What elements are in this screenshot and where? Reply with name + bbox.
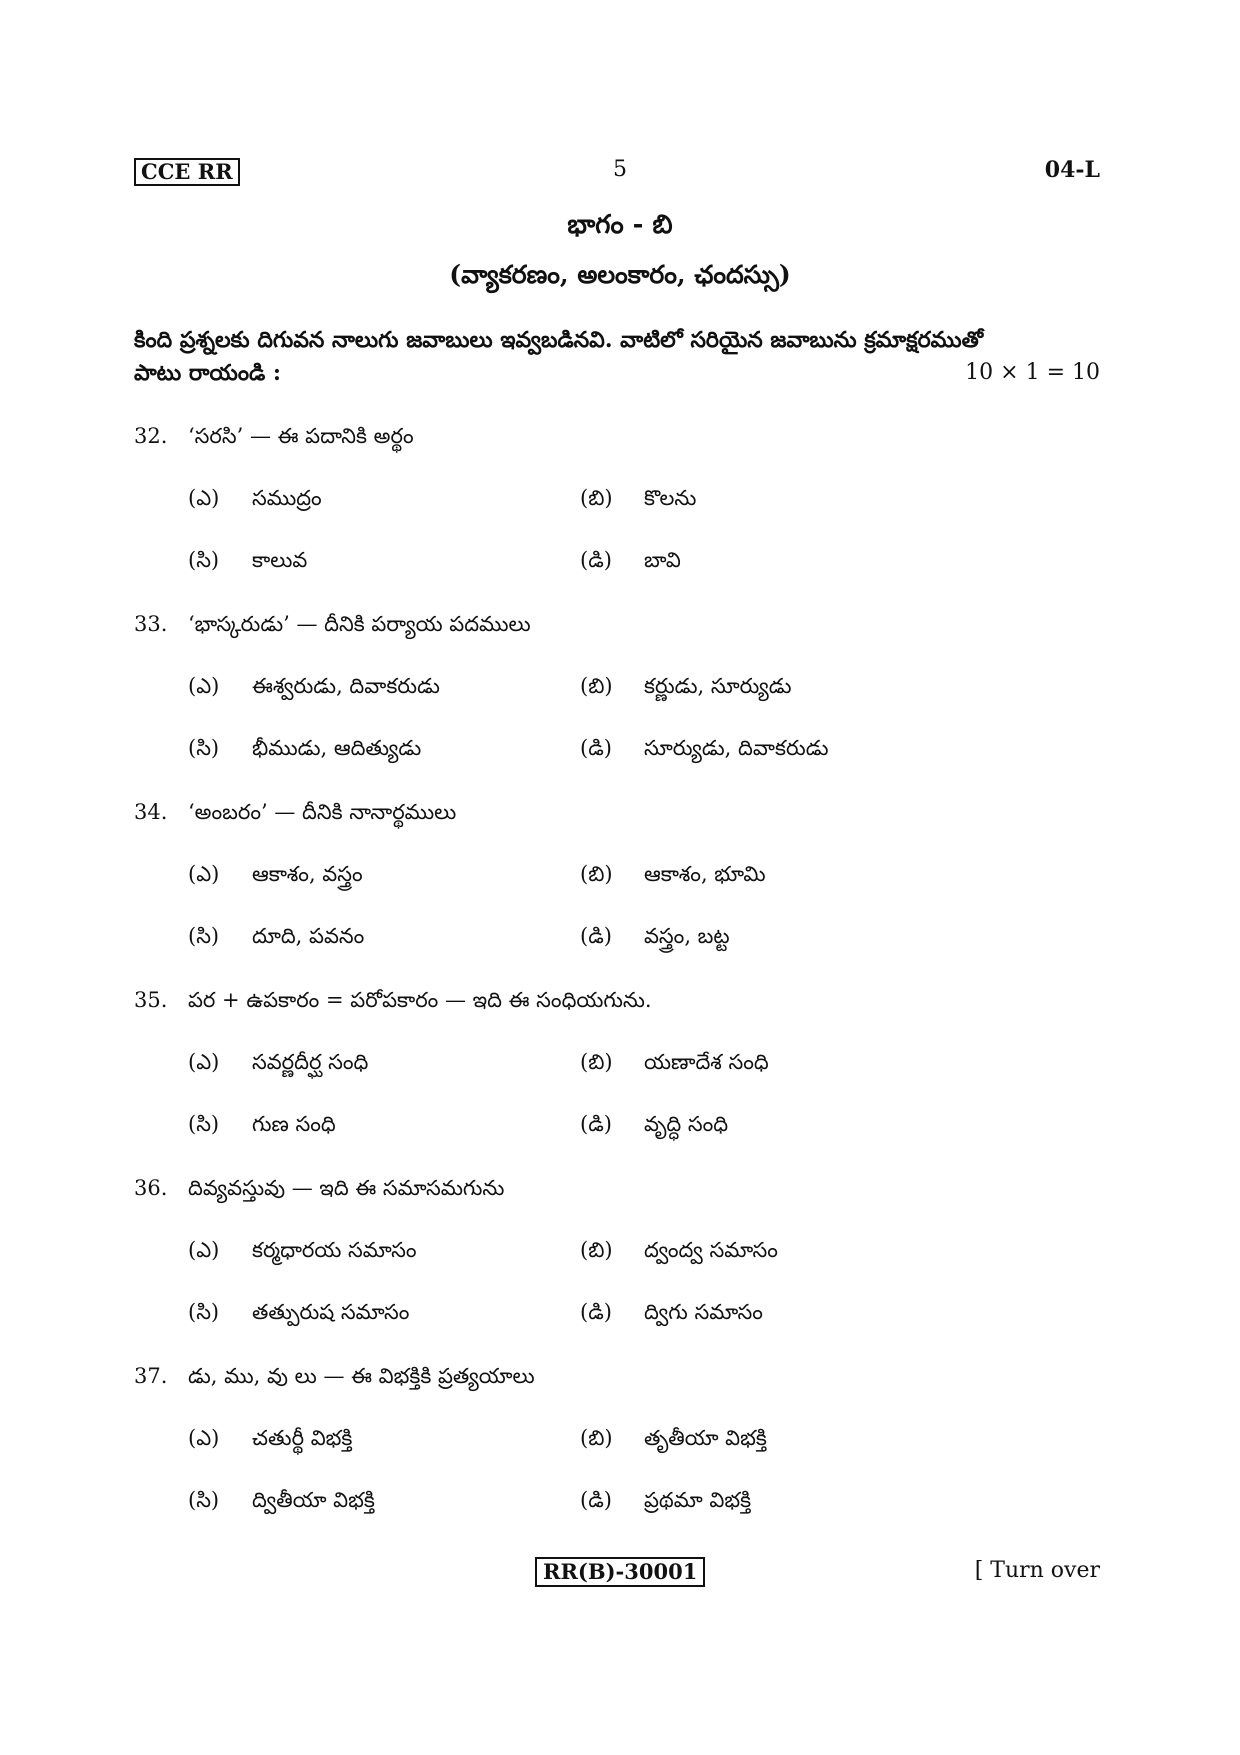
footer-code: RR(B)-30001 [535, 1557, 705, 1587]
option-text: యణాదేశ సంధి [644, 1050, 769, 1074]
option-32-c [188, 548, 307, 578]
option-label: (డి) [580, 924, 612, 948]
option-text: సముద్రం [252, 486, 322, 510]
option-text: ప్రథమా విభక్తి [644, 1488, 752, 1512]
option-37-b [580, 1426, 767, 1456]
option-text: భీముడు, ఆదిత్యుడు [252, 736, 422, 760]
option-32-d [580, 548, 681, 578]
option-text: కొలను [644, 486, 697, 510]
question-33 [134, 612, 531, 642]
section-subtitle: (వ్యాకరణం, అలంకారం, ఛందస్సు) [449, 260, 791, 289]
option-text: తృతీయా విభక్తి [644, 1426, 767, 1450]
option-33-a [188, 674, 440, 704]
header-right-code: 04-L [1044, 157, 1100, 183]
question-text: ‘భాస్కరుడు’ — దీనికి పర్యాయ పదములు [188, 612, 531, 636]
option-label: (డి) [580, 1112, 612, 1136]
option-35-c [188, 1112, 336, 1142]
option-34-b [580, 862, 766, 892]
marks-allocation: 10 × 1 = 10 [965, 360, 1100, 385]
option-label: (బి) [580, 1426, 613, 1450]
turn-over-note: [ Turn over [974, 1558, 1100, 1583]
option-35-b [580, 1050, 769, 1080]
question-number: 34. [134, 800, 168, 824]
option-text: వృద్ధి సంధి [644, 1112, 729, 1136]
option-33-c [188, 736, 421, 766]
question-number: 32. [134, 424, 168, 448]
option-text: చతుర్థీ విభక్తి [252, 1426, 353, 1450]
question-number: 37. [134, 1364, 168, 1388]
option-text: ద్వితీయా విభక్తి [252, 1488, 375, 1512]
option-text: ఆకాశం, వస్త్రం [252, 862, 363, 886]
header-left-code: CCE RR [134, 158, 240, 186]
question-text: ‘అంబరం’ — దీనికి నానార్థములు [188, 800, 457, 824]
section-title: భాగం - బి [567, 210, 673, 240]
option-label: (సి) [188, 548, 220, 572]
option-label: (ఎ) [188, 486, 220, 510]
option-37-d [580, 1488, 751, 1518]
option-text: గుణ సంధి [252, 1112, 336, 1136]
question-35 [134, 988, 652, 1018]
option-text: సూర్యుడు, దివాకరుడు [644, 736, 829, 760]
question-number: 35. [134, 988, 168, 1012]
option-label: (డి) [580, 1300, 612, 1324]
option-label: (డి) [580, 548, 612, 572]
option-label: (ఎ) [188, 1238, 220, 1262]
option-text: ద్వంద్వ సమాసం [644, 1238, 778, 1262]
option-32-b [580, 486, 696, 516]
option-text: కర్మధారయ సమాసం [252, 1238, 417, 1262]
option-text: ఆకాశం, భూమి [644, 862, 766, 886]
instructions-line1: కింది ప్రశ్నలకు దిగువన నాలుగు జవాబులు ఇవ్వబడినవి. వాటిలో సరియైన జవాబును క్రమాక్షరముతో [134, 327, 984, 353]
option-label: (సి) [188, 924, 220, 948]
option-33-b [580, 674, 792, 704]
question-32 [134, 424, 414, 454]
option-text: ఈశ్వరుడు, దివాకరుడు [252, 674, 440, 698]
option-36-c [188, 1300, 409, 1330]
option-label: (బి) [580, 1238, 613, 1262]
option-text: బావి [644, 548, 681, 572]
option-label: (బి) [580, 486, 613, 510]
option-label: (బి) [580, 674, 613, 698]
question-text: ‘సరసి’ — ఈ పదానికి అర్థం [188, 424, 414, 448]
question-36 [134, 1176, 504, 1206]
option-37-a [188, 1426, 352, 1456]
option-label: (బి) [580, 1050, 613, 1074]
option-label: (ఎ) [188, 1426, 220, 1450]
question-number: 33. [134, 612, 168, 636]
option-label: (సి) [188, 1112, 220, 1136]
option-37-c [188, 1488, 375, 1518]
option-text: ద్విగు సమాసం [644, 1300, 763, 1324]
option-text: కాలువ [252, 548, 308, 572]
option-text: దూది, పవనం [252, 924, 365, 948]
option-32-a [188, 486, 322, 516]
option-label: (ఎ) [188, 1050, 220, 1074]
question-text: పర + ఉపకారం = పరోపకారం — ఇది ఈ సంధియగును. [188, 988, 652, 1012]
option-34-c [188, 924, 364, 954]
question-number: 36. [134, 1176, 168, 1200]
option-36-b [580, 1238, 778, 1268]
option-text: వస్త్రం, బట్ట [644, 924, 730, 948]
question-34 [134, 800, 456, 830]
option-35-d [580, 1112, 728, 1142]
option-label: (డి) [580, 1488, 612, 1512]
option-label: (ఎ) [188, 674, 220, 698]
option-text: తత్పురుష సమాసం [252, 1300, 410, 1324]
question-text: డు, ము, వు లు — ఈ విభక్తికి ప్రత్యయాలు [188, 1364, 535, 1388]
option-36-a [188, 1238, 417, 1268]
option-33-d [580, 736, 829, 766]
option-34-a [188, 862, 363, 892]
option-36-d [580, 1300, 763, 1330]
option-label: (సి) [188, 736, 220, 760]
page-number: 5 [613, 157, 627, 182]
option-text: కర్ణుడు, సూర్యుడు [644, 674, 792, 698]
option-label: (బి) [580, 862, 613, 886]
option-35-a [188, 1050, 368, 1080]
question-text: దివ్యవస్తువు — ఇది ఈ సమాసమగును [188, 1176, 505, 1200]
option-text: సవర్ణదీర్ఘ సంధి [252, 1050, 369, 1074]
option-label: (డి) [580, 736, 612, 760]
option-34-d [580, 924, 730, 954]
option-label: (సి) [188, 1300, 220, 1324]
instructions-line2: పాటు రాయండి : [134, 360, 282, 386]
option-label: (ఎ) [188, 862, 220, 886]
question-37 [134, 1364, 535, 1394]
option-label: (సి) [188, 1488, 220, 1512]
